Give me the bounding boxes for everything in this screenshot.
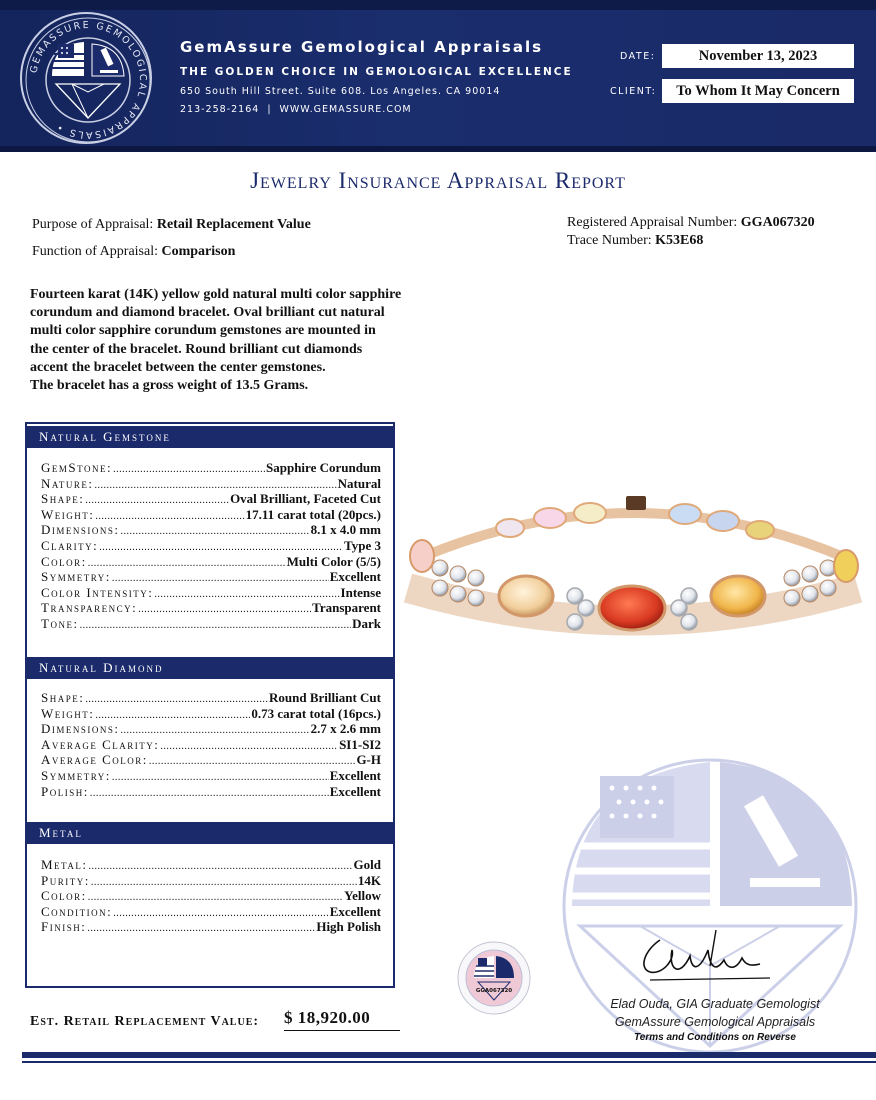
- spec-row: [41, 491, 381, 507]
- description-line: accent the bracelet between the center gemstones.: [30, 359, 326, 375]
- spec-row: [41, 585, 381, 601]
- footer-rule-thin: [22, 1061, 876, 1063]
- spec-label: Weight:: [41, 506, 95, 522]
- dot-leader: [113, 906, 328, 922]
- spec-label: Finish:: [41, 919, 87, 935]
- watermark-seal: [560, 756, 860, 1056]
- spec-row: [41, 768, 381, 784]
- spec-value: Excellent: [329, 569, 381, 585]
- spec-value: Excellent: [329, 767, 381, 783]
- spec-value: Excellent: [329, 903, 381, 919]
- spec-value: Oval Brilliant, Faceted Cut: [230, 491, 381, 507]
- small-gemassure-seal: [456, 940, 532, 1016]
- spec-row: [41, 784, 381, 800]
- spec-row: [41, 752, 381, 768]
- metal-rows: [41, 857, 381, 935]
- svg-text:GEMASSURE GEMOLOGICAL APPRAISA: GEMASSURE GEMOLOGICAL APPRAISALS •: [28, 19, 149, 141]
- spec-label: Metal:: [41, 857, 88, 872]
- spec-label: Average Clarity:: [41, 736, 160, 752]
- company-address: 650 South Hill Street. Suite 608. Los Angeles. CA 90014: [180, 86, 501, 97]
- company-contact: [180, 104, 573, 115]
- company-name: GemAssure Gemological Appraisals: [180, 38, 544, 56]
- spec-label: Clarity:: [41, 537, 99, 553]
- spec-row: [41, 888, 381, 904]
- retail-value-amount: $ 18,920.00: [284, 1008, 400, 1031]
- signer-company: GemAssure Gemological Appraisals: [614, 1015, 816, 1029]
- spec-label: Transparency:: [41, 600, 138, 616]
- trace-label: Trace Number:: [567, 233, 652, 248]
- gemassure-seal-logo: [20, 12, 152, 144]
- registered-value: GGA067320: [740, 215, 815, 230]
- description-line: corundum and diamond bracelet. Oval brilliant cut natural: [30, 305, 385, 321]
- spec-label: Weight:: [41, 705, 95, 721]
- header-top-strip: [0, 0, 876, 10]
- spec-label: Dimensions:: [41, 522, 120, 538]
- spec-value: Type 3: [344, 537, 381, 553]
- spec-label: Average Color:: [41, 752, 148, 768]
- company-phone: 213-258-2164: [180, 104, 260, 115]
- purpose-value: Retail Replacement Value: [156, 217, 311, 232]
- trace-value: K53E68: [655, 233, 704, 248]
- dot-leader: [149, 754, 356, 770]
- spec-value: 8.1 x 4.0 mm: [310, 522, 381, 538]
- dot-leader: [88, 890, 343, 906]
- spec-label: Color Intensity:: [41, 584, 154, 600]
- dot-leader: [121, 524, 310, 540]
- metal-heading: Metal: [27, 822, 393, 844]
- terms-note: Terms and Conditions on Reverse: [634, 1032, 796, 1043]
- date-field: November 13, 2023: [662, 44, 854, 68]
- spec-row: [41, 721, 381, 737]
- spec-row: [41, 873, 381, 889]
- function-line: [32, 244, 235, 260]
- spec-value: Natural: [337, 475, 381, 491]
- client-label: CLIENT:: [610, 86, 657, 97]
- diamond-heading: Natural Diamond: [27, 657, 393, 679]
- spec-row: [41, 919, 381, 935]
- spec-label: GemStone:: [41, 460, 113, 475]
- description-line: the center of the bracelet. Round brilliant cut diamonds: [30, 341, 363, 357]
- spec-row: [41, 600, 381, 616]
- spec-row: [41, 737, 381, 753]
- spec-label: Shape:: [41, 491, 85, 507]
- dot-leader: [88, 556, 286, 572]
- purpose-label: Purpose of Appraisal:: [32, 217, 154, 232]
- diamond-rows: [41, 690, 381, 799]
- spec-value: Dark: [352, 615, 381, 631]
- spec-label: Purity:: [41, 872, 90, 888]
- spec-row: [41, 538, 381, 554]
- dot-leader: [87, 921, 315, 937]
- specification-panel: [25, 422, 395, 988]
- spec-label: Color:: [41, 888, 87, 904]
- dot-leader: [160, 739, 338, 755]
- spec-value: Multi Color (5/5): [286, 553, 381, 569]
- purpose-line: [32, 217, 311, 233]
- client-field: To Whom It May Concern: [662, 79, 854, 103]
- gemstone-rows: [41, 460, 381, 632]
- function-label: Function of Appraisal:: [32, 244, 158, 259]
- spec-row: [41, 569, 381, 585]
- dot-leader: [138, 602, 311, 618]
- spec-label: Polish:: [41, 783, 89, 799]
- trace-line: [567, 233, 703, 249]
- function-value: Comparison: [161, 244, 236, 259]
- dot-leader: [90, 786, 329, 802]
- spec-value: Sapphire Corundum: [266, 460, 381, 475]
- spec-value: Intense: [340, 584, 381, 600]
- dot-leader: [113, 462, 265, 478]
- spec-label: Symmetry:: [41, 569, 111, 585]
- spec-value: Transparent: [312, 600, 381, 616]
- gemstone-heading: Natural Gemstone: [27, 426, 393, 448]
- spec-row: [41, 476, 381, 492]
- spec-label: Symmetry:: [41, 767, 111, 783]
- bracelet-photo: [400, 478, 866, 668]
- spec-value: High Polish: [316, 919, 381, 935]
- dot-leader: [88, 859, 352, 875]
- company-website: WWW.GEMASSURE.COM: [279, 104, 412, 115]
- header-bottom-strip: [0, 146, 876, 152]
- spec-value: 17.11 carat total (20pcs.): [245, 506, 381, 522]
- description-line: The bracelet has a gross weight of 13.5 Grams.: [30, 378, 309, 394]
- spec-row: [41, 616, 381, 632]
- spec-label: Shape:: [41, 690, 85, 705]
- spec-value: Round Brilliant Cut: [269, 690, 381, 705]
- spec-label: Color:: [41, 553, 87, 569]
- contact-separator: |: [267, 104, 272, 115]
- spec-value: SI1-SI2: [339, 736, 381, 752]
- company-block: [180, 38, 573, 115]
- spec-row: [41, 857, 381, 873]
- registered-label: Registered Appraisal Number:: [567, 215, 738, 230]
- footer-rule: [22, 1052, 876, 1058]
- spec-value: Yellow: [344, 888, 381, 904]
- small-seal-number: GGA067320: [475, 988, 513, 994]
- spec-row: [41, 904, 381, 920]
- registered-line: [567, 215, 815, 231]
- spec-value: Gold: [353, 857, 381, 872]
- spec-row: [41, 554, 381, 570]
- spec-label: Condition:: [41, 903, 113, 919]
- report-title: Jewelry Insurance Appraisal Report: [250, 168, 626, 193]
- spec-value: 2.7 x 2.6 mm: [310, 721, 381, 737]
- spec-row: [41, 507, 381, 523]
- dot-leader: [85, 493, 229, 509]
- spec-row: [41, 522, 381, 538]
- description-line: Fourteen karat (14K) yellow gold natural multi color sapphire: [30, 287, 402, 302]
- dot-leader: [112, 770, 329, 786]
- spec-value: G-H: [356, 752, 381, 768]
- retail-value-label: Est. Retail Replacement Value:: [30, 1014, 260, 1029]
- date-label: DATE:: [620, 51, 656, 62]
- spec-value: 0.73 carat total (16pcs.): [251, 705, 381, 721]
- spec-row: [41, 460, 381, 476]
- header-band: [0, 0, 876, 148]
- spec-label: Nature:: [41, 475, 94, 491]
- spec-value: Excellent: [329, 783, 381, 799]
- signer-name: Elad Ouda, GIA Graduate Gemologist: [610, 997, 820, 1011]
- dot-leader: [91, 875, 357, 891]
- spec-row: [41, 706, 381, 722]
- item-description: [30, 286, 460, 395]
- spec-row: [41, 690, 381, 706]
- handwritten-signature: [620, 920, 780, 990]
- spec-value: 14K: [357, 872, 381, 888]
- dot-leader: [85, 692, 268, 708]
- description-line: multi color sapphire corundum gemstones are mounted in: [30, 323, 376, 339]
- dot-leader: [80, 618, 352, 634]
- spec-label: Dimensions:: [41, 721, 120, 737]
- spec-label: Tone:: [41, 615, 79, 631]
- company-tagline: THE GOLDEN CHOICE IN GEMOLOGICAL EXCELLENCE: [180, 66, 573, 78]
